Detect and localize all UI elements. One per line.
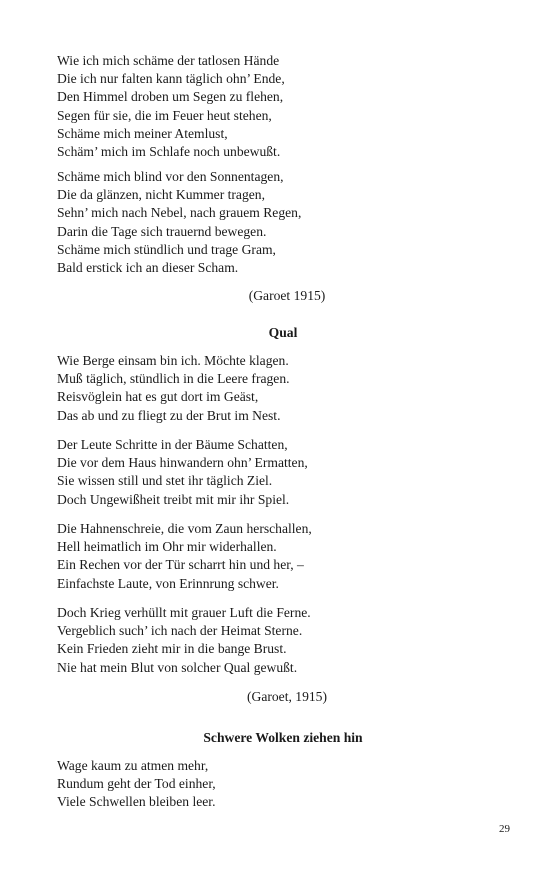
poem3-stanza-1 (57, 757, 216, 812)
poem-line: Einfachste Laute, von Erinnrung schwer. (57, 575, 279, 591)
poem2-source: (Garoet, 1915) (246, 689, 328, 704)
poem-line: Hell heimatlich im Ohr mir widerhallen. (57, 539, 277, 555)
page-number: 29 (499, 823, 510, 835)
poem-line: Schäme mich blind vor den Sonnentagen, (57, 169, 284, 184)
poem1-stanza-1 (57, 52, 285, 161)
poem-line: Bald erstick ich an dieser Scham. (57, 260, 239, 276)
poem-line: Die vor dem Haus hinwandern ohn’ Ermatten, (57, 455, 308, 471)
poem-line: Die Hahnenschreie, die vom Zaun herschallen, (57, 521, 312, 536)
poem-line: Schäme mich meiner Atemlust, (57, 125, 228, 141)
poem-line: Rundum geht der Tod einher, (57, 776, 216, 792)
poem-line: Kein Frieden zieht mir in die bange Brust. (57, 641, 287, 657)
poem-line: Sie wissen still und stet ihr täglich Ziel. (57, 473, 273, 489)
poem1-stanza-2 (57, 168, 301, 277)
poem2-stanza-1 (57, 352, 290, 425)
poem-line: Wage kaum zu atmen mehr, (57, 758, 209, 773)
poem2-stanza-3 (57, 520, 312, 593)
poem-line: Segen für sie, die im Feuer heut stehen, (57, 107, 272, 123)
poem-line: Reisvöglein hat es gut dort im Geäst, (57, 389, 259, 405)
poem1-source: (Garoet 1915) (248, 288, 326, 303)
poem-line: Wie Berge einsam bin ich. Möchte klagen. (57, 353, 289, 368)
poem-line: Doch Ungewißheit treibt mit mir ihr Spiel. (57, 491, 290, 507)
poem-line: Die ich nur falten kann täglich ohn’ Ende, (57, 71, 285, 87)
poem3-title: Schwere Wolken ziehen hin (203, 730, 363, 745)
poem-line: Der Leute Schritte in der Bäume Schatten, (57, 437, 288, 452)
poem-line: Sehn’ mich nach Nebel, nach grauem Regen, (57, 205, 302, 221)
poem2-title: Qual (268, 325, 298, 340)
poem2-stanza-2 (57, 436, 308, 509)
poem-line: Nie hat mein Blut von solcher Qual gewußt. (57, 659, 298, 675)
poem-line: Doch Krieg verhüllt mit grauer Luft die Ferne. (57, 605, 311, 620)
poem-line: Muß täglich, stündlich in die Leere fragen. (57, 371, 290, 387)
poem-line: Schäme mich stündlich und trage Gram, (57, 241, 276, 257)
poem-line: Viele Schwellen bleiben leer. (57, 794, 216, 810)
poem-line: Den Himmel droben um Segen zu flehen, (57, 89, 284, 105)
poem-line: Das ab und zu fliegt zu der Brut im Nest. (57, 407, 281, 423)
poem-line: Die da glänzen, nicht Kummer tragen, (57, 187, 265, 203)
poem-line: Vergeblich such’ ich nach der Heimat Sterne. (57, 623, 303, 639)
poem-line: Darin die Tage sich trauernd bewegen. (57, 223, 267, 239)
poem-line: Wie ich mich schäme der tatlosen Hände (57, 53, 280, 68)
poem2-stanza-4 (57, 604, 311, 677)
poem-line: Schäm’ mich im Schlafe noch unbewußt. (57, 144, 281, 160)
poem-line: Ein Rechen vor der Tür scharrt hin und her, – (57, 557, 304, 573)
